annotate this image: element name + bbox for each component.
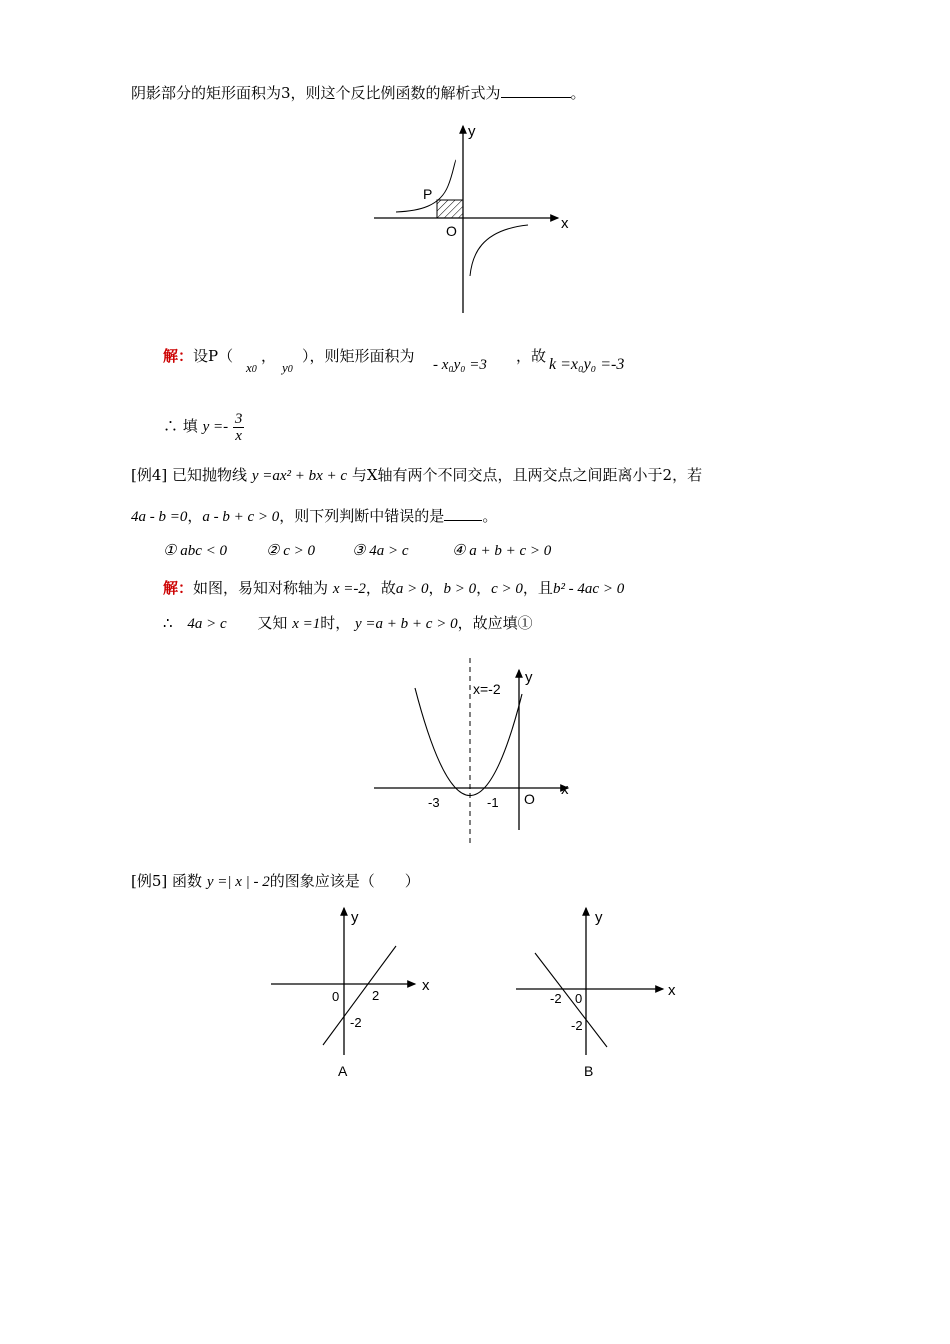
example-4-line2: 4a - b =0，a - b + c > 0，则下列判断中错误的是 。 [131,507,498,525]
parabola-equation: y =ax² + bx + c [251,468,348,484]
inequality-4a-c: 4a > c [187,616,227,632]
axis-of-symmetry: x =-2 [332,581,366,597]
solution-3-area-text: ），则矩形面积为 [302,347,415,365]
hyperbola-branch-lower-right [470,225,528,276]
origin-label: O [524,791,535,807]
problem-3-statement: 阴影部分的矩形面积为3，则这个反比例函数的解析式为 [131,84,501,102]
solution-3-line [163,346,233,366]
x-axis-label: x [561,781,569,798]
answer-lhs: y =- [202,419,229,435]
problem-3-text [131,83,586,103]
y-axis-label: y [595,909,603,926]
x-axis-label: x [422,977,430,994]
solution-4-text1: 如图，易知对称轴为 [193,579,329,597]
x-intercept-label: -2 [550,991,562,1006]
y-value-expression: y =a + b + c > 0 [355,616,458,632]
option-3: ③ 4a > c [352,543,409,559]
answer-blank-4 [444,506,482,521]
example-4-question: ，则下列判断中错误的是 [279,507,445,525]
symmetry-axis-label: x=-2 [473,681,501,697]
parabola-figure [360,650,590,850]
tick-label-minus1: -1 [487,795,499,810]
option-b-caption: B [584,1063,594,1079]
y-axis-label: y [468,123,476,140]
b-positive: b > 0 [443,581,477,597]
solution-3-intro: 设P（ [193,347,234,365]
problem-3-period: 。 [570,84,586,102]
absolute-value-function: y =| x | - 2 [206,874,270,890]
option-a-caption: A [338,1063,348,1079]
solution-4-text2: ，故 [365,579,396,597]
example-5-tag: [例5] 函数 [131,872,203,890]
example-5-line [131,871,420,892]
k-expression: k =x₀y₀ =-3 [549,356,625,373]
y0-symbol: y0 [282,360,293,375]
graph-option-b [510,900,690,1085]
solution-label: 解： [163,347,194,365]
fraction-numerator: 3 [234,410,243,427]
y-axis-label: y [525,669,533,686]
example-4-tag: [例4] 已知抛物线 [131,466,248,484]
option-1: ① abc < 0 [163,543,227,559]
option-2: ② c > 0 [266,543,315,559]
area-expression: - x₀y₀ =3 [433,357,487,373]
condition-1: 4a - b =0 [131,509,188,525]
origin-label: 0 [575,991,583,1006]
x-axis-label: x [561,215,569,232]
comma: ， [261,347,277,365]
x-equals-1: x =1 [292,616,321,632]
solution-4-text4: 又知 [257,614,288,632]
solution-4-label: 解： [163,579,194,597]
c-positive: c > 0 [491,581,523,597]
origin-label: 0 [332,989,340,1004]
x-axis-label: x [668,982,676,999]
answer-fraction [233,411,245,444]
parabola-curve [415,688,522,796]
solution-4-text3: ，且 [522,579,553,597]
therefore-symbol: ∴ [163,614,173,632]
therefore-text: ，故 [516,347,547,365]
y-intercept-label: -2 [350,1015,362,1030]
tick-label-minus3: -3 [428,795,440,810]
origin-label: O [446,223,457,239]
example-4-line1 [131,465,702,486]
fraction-denominator: x [235,427,242,444]
x0-symbol: x0 [246,360,257,375]
y-intercept-label: -2 [571,1018,583,1033]
solution-4-answer: ，故应填① [457,614,533,632]
option-4: ④ a + b + c > 0 [452,543,552,559]
a-positive: a > 0 [395,581,429,597]
solution-4-line1: 解：如图，易知对称轴为 x =-2，故a > 0，b > 0，c > 0，且b² - 4ac > 0 [163,579,625,597]
answer-prefix: ∴ 填 [163,417,198,435]
condition-2: a - b + c > 0 [202,509,280,525]
shaded-rectangle [437,200,463,218]
y-axis-label: y [351,909,359,926]
hyperbola-figure [360,118,590,318]
example-4-period: 。 [482,507,498,525]
point-p-label: P [423,186,433,202]
answer-line [163,406,244,446]
x-intercept-label: 2 [372,988,380,1003]
solution-4-line2 [163,613,533,634]
discriminant: b² - 4ac > 0 [552,581,625,597]
example-4-condition-text: 与X轴有两个不同交点，且两交点之间距离小于2，若 [351,466,703,484]
example-5-question: 的图象应该是（ ） [269,872,420,890]
graph-option-a [265,900,445,1085]
answer-blank [501,83,571,98]
solution-4-text5: 时， [320,614,351,632]
